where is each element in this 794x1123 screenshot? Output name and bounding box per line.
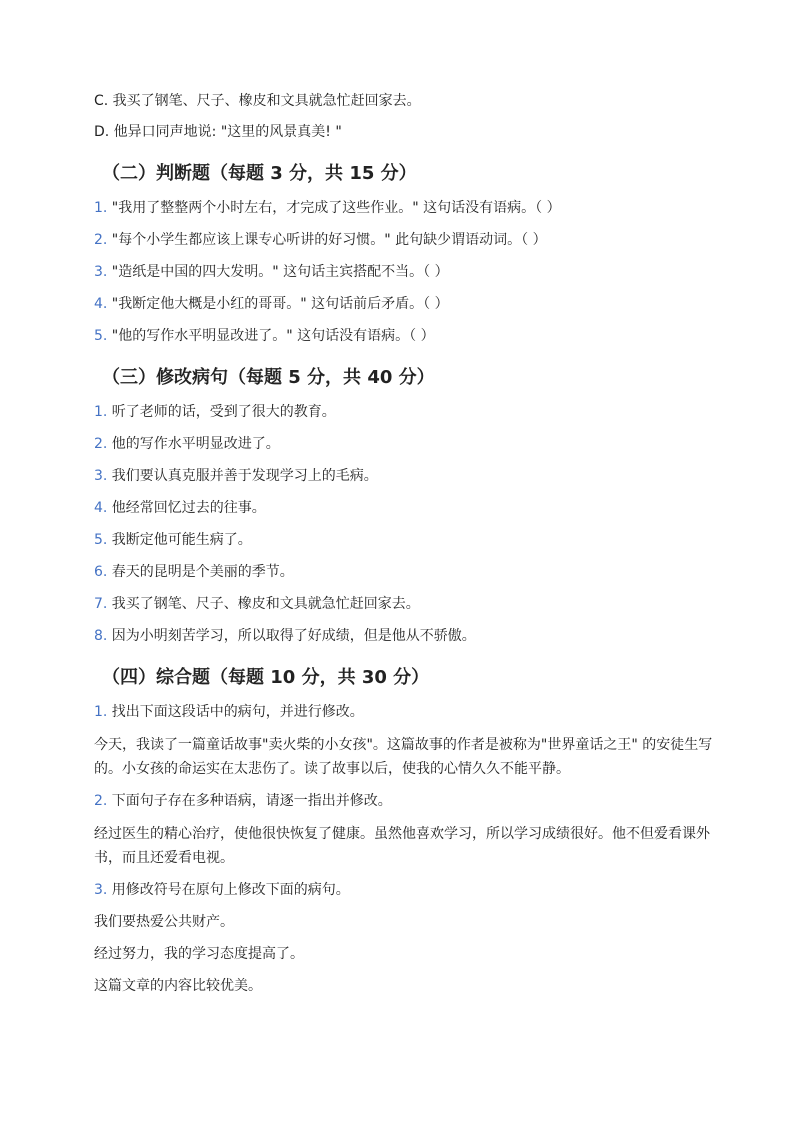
section-3-item-7 xyxy=(94,593,714,615)
item-text: 我们要认真克服并善于发现学习上的毛病。 xyxy=(107,468,378,484)
item-number: 2. xyxy=(94,232,108,248)
item-number: 2. xyxy=(94,793,108,809)
option-d: D. 他异口同声地说: "这里的风景真美! " xyxy=(94,124,342,140)
item-number: 4. xyxy=(94,296,108,312)
item-text: 用修改符号在原句上修改下面的病句。 xyxy=(107,882,350,898)
section-3-item-6 xyxy=(94,561,714,583)
worksheet-page xyxy=(94,90,714,1007)
item-number: 5. xyxy=(94,532,108,548)
section-4-passage-2: 经过医生的精心治疗，使他很快恢复了健康。虽然他喜欢学习，所以学习成绩很好。他不但爱看课外书，而且还爱看电视。 xyxy=(94,826,710,866)
item-number: 1. xyxy=(94,404,108,420)
section-3-item-1 xyxy=(94,401,714,423)
faulty-sentence-1: 我们要热爱公共财产。 xyxy=(94,914,234,930)
section-3-item-8 xyxy=(94,625,714,647)
section-4-question-3 xyxy=(94,879,714,901)
section-3-title: （三）修改病句（每题 5 分，共 40 分） xyxy=(102,367,435,388)
item-number: 1. xyxy=(94,200,108,216)
section-3-item-5 xyxy=(94,529,714,551)
item-text: 找出下面这段话中的病句，并进行修改。 xyxy=(107,704,364,720)
section-2-item-3 xyxy=(94,261,714,283)
item-text: 因为小明刻苦学习，所以取得了好成绩，但是他从不骄傲。 xyxy=(107,628,476,644)
item-text: 他的写作水平明显改进了。 xyxy=(107,436,280,452)
item-text: "我用了整整两个小时左右，才完成了这些作业。" 这句话没有语病。（ ） xyxy=(107,200,561,216)
section-2-item-1 xyxy=(94,197,714,219)
section-4-title: （四）综合题（每题 10 分，共 30 分） xyxy=(102,667,430,688)
section-2-item-2 xyxy=(94,229,714,251)
item-text: 我断定他可能生病了。 xyxy=(107,532,252,548)
item-number: 3. xyxy=(94,264,108,280)
item-text: "每个小学生都应该上课专心听讲的好习惯。" 此句缺少谓语动词。（ ） xyxy=(107,232,547,248)
section-2-item-5 xyxy=(94,325,714,347)
item-number: 2. xyxy=(94,436,108,452)
section-4-question-2 xyxy=(94,790,714,812)
item-text: "他的写作水平明显改进了。" 这句话没有语病。（ ） xyxy=(107,328,435,344)
item-number: 5. xyxy=(94,328,108,344)
item-number: 8. xyxy=(94,628,108,644)
item-text: 下面句子存在多种语病，请逐一指出并修改。 xyxy=(107,793,392,809)
section-3-item-2 xyxy=(94,433,714,455)
item-number: 6. xyxy=(94,564,108,580)
section-3-item-3 xyxy=(94,465,714,487)
item-number: 3. xyxy=(94,882,108,898)
item-text: "造纸是中国的四大发明。" 这句话主宾搭配不当。（ ） xyxy=(107,264,449,280)
item-number: 1. xyxy=(94,704,108,720)
section-4-passage-1: 今天，我读了一篇童话故事"卖火柴的小女孩"。这篇故事的作者是被称为"世界童话之王" 的安徒生写的。小女孩的命运实在太悲伤了。读了故事以后，使我的心情久久不能平静。 xyxy=(94,737,713,777)
option-c: C. 我买了钢笔、尺子、橡皮和文具就急忙赶回家去。 xyxy=(94,93,421,109)
section-4-question-1 xyxy=(94,701,714,723)
section-2-title: （二）判断题（每题 3 分，共 15 分） xyxy=(102,163,417,184)
section-2-item-4 xyxy=(94,293,714,315)
item-text: "我断定他大概是小红的哥哥。" 这句话前后矛盾。（ ） xyxy=(107,296,449,312)
item-text: 春天的昆明是个美丽的季节。 xyxy=(107,564,294,580)
faulty-sentence-3: 这篇文章的内容比较优美。 xyxy=(94,978,262,994)
faulty-sentence-2: 经过努力，我的学习态度提高了。 xyxy=(94,946,304,962)
item-number: 3. xyxy=(94,468,108,484)
item-text: 我买了钢笔、尺子、橡皮和文具就急忙赶回家去。 xyxy=(107,596,420,612)
item-text: 他经常回忆过去的往事。 xyxy=(107,500,266,516)
item-number: 4. xyxy=(94,500,108,516)
item-number: 7. xyxy=(94,596,108,612)
item-text: 听了老师的话，受到了很大的教育。 xyxy=(107,404,336,420)
section-3-item-4 xyxy=(94,497,714,519)
